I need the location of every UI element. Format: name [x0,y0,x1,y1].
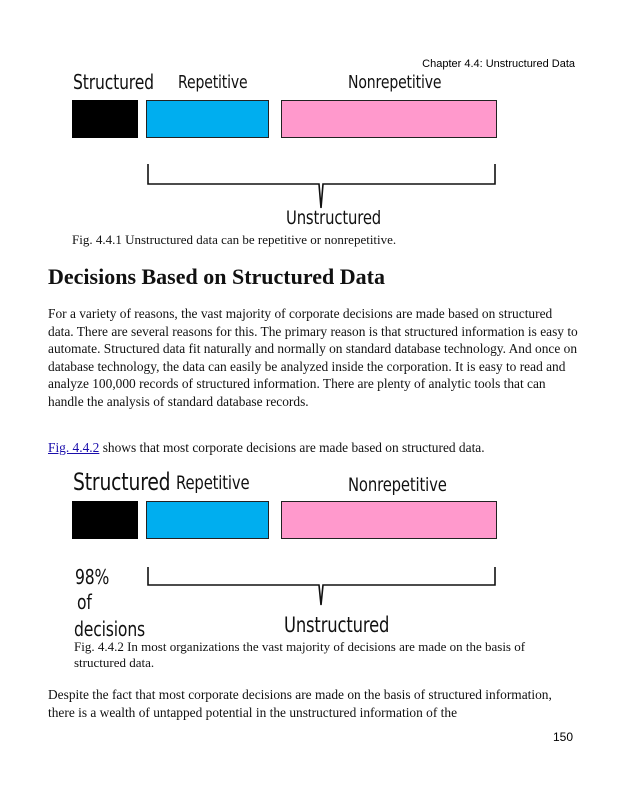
body-paragraph-2 [48,439,578,457]
fig1-structured-bar [72,100,138,138]
fig1-repetitive-bar [146,100,269,138]
chapter-header: Chapter 4.4: Unstructured Data [422,58,575,70]
fig1-label-nonrepetitive: Nonrepetitive [348,72,442,93]
fig1-label-structured: Structured [73,70,154,94]
fig2-label-decisions: decisions [74,617,146,641]
fig2-repetitive-bar [146,501,269,539]
fig1-nonrepetitive-bar [281,100,497,138]
fig2-label-of: of [77,590,92,614]
fig2-label-repetitive: Repetitive [176,472,250,494]
fig1-label-repetitive: Repetitive [178,72,248,93]
fig2-caption: Fig. 4.4.2 In most organizations the vast majority of decisions are made on the basis of structured data. [74,639,526,670]
fig2-nonrepetitive-bar [281,501,497,539]
fig2-label-unstructured: Unstructured [284,613,390,637]
fig2-label-structured: Structured [73,468,171,496]
section-heading: Decisions Based on Structured Data [48,264,385,289]
page-number: 150 [552,730,573,744]
body-paragraph-3: Despite the fact that most corporate decisions are made on the basis of structured information, there is a wealth of untapped potential in the unstructured information of the [48,687,552,720]
fig1-label-unstructured: Unstructured [286,207,382,229]
paragraph-2-text: shows that most corporate decisions are made based on structured data. [99,440,485,455]
fig2-brace [145,565,499,607]
fig1-brace [145,162,499,210]
body-paragraph-1: For a variety of reasons, the vast majority of corporate decisions are made based on structured data. There are several reasons for this. The primary reason is that structured information is easy to automate. Structured data fit naturally and normally on standard database technology. And once on database technology, the data can easily be analyzed inside the corporation. It is easy to read and analyze 100,000 records of structured information. There are plenty of analytic tools that can handle the analysis of standard database records. [48,306,578,409]
fig2-label-98-percent: 98% [75,565,110,589]
fig2-structured-bar [72,501,138,539]
fig1-caption: Fig. 4.4.1 Unstructured data can be repetitive or nonrepetitive. [72,232,397,247]
fig2-label-nonrepetitive: Nonrepetitive [348,474,447,496]
fig-4-4-2-link[interactable]: Fig. 4.4.2 [48,440,100,455]
